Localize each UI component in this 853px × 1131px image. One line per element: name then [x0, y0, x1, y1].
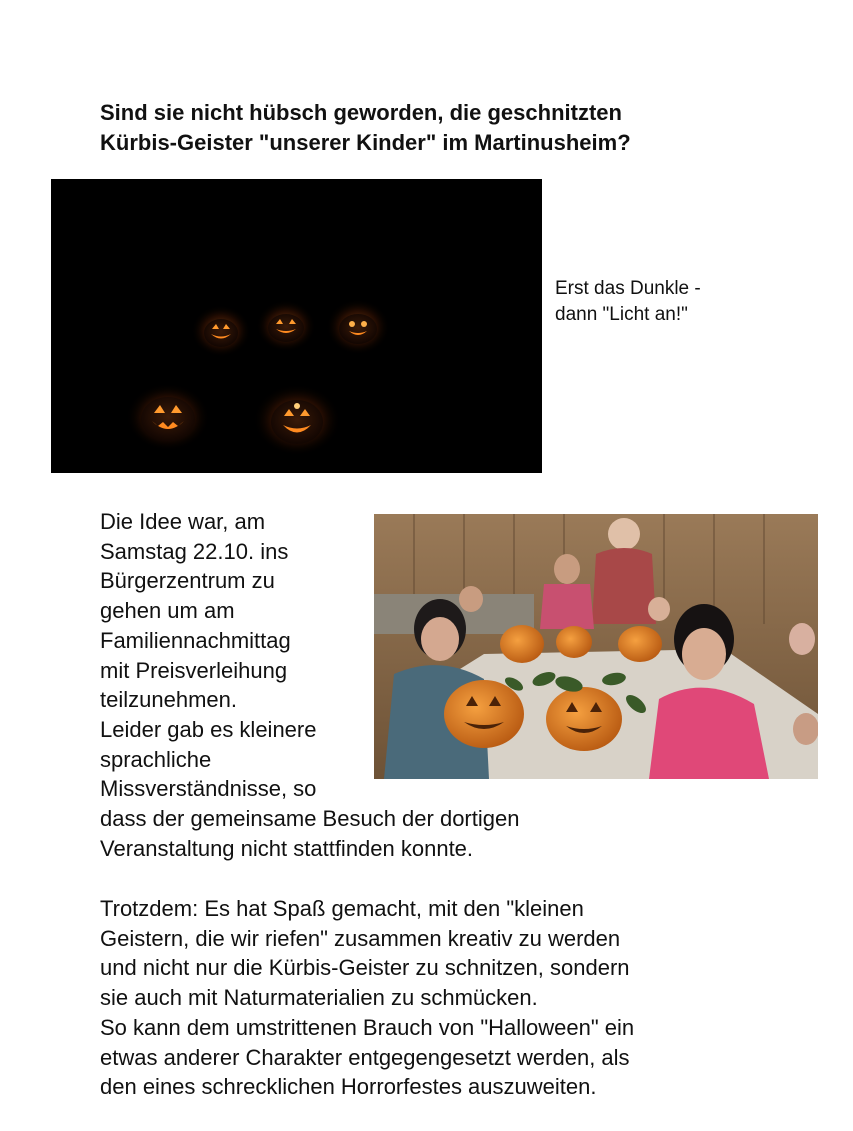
- text-line: den eines schrecklichen Horrorfestes auszuweiten.: [100, 1074, 597, 1100]
- paragraph-conclusion: [100, 894, 634, 1102]
- text-line: und nicht nur die Kürbis-Geister zu schnitzen, sondern: [100, 955, 630, 981]
- text-line: Samstag 22.10. ins: [100, 538, 289, 564]
- text-line: Veranstaltung nicht stattfinden konnte.: [100, 835, 474, 861]
- text-line: gehen um am: [100, 598, 235, 624]
- pumpkin-back-right: [326, 299, 390, 355]
- photo-caption: [555, 276, 701, 328]
- text-line: Bürgerzentrum zu: [100, 568, 275, 594]
- text-line: Missverständnisse, so: [100, 776, 317, 802]
- text-line: Familiennachmittag: [100, 627, 291, 653]
- text-line: sprachliche: [100, 746, 212, 772]
- text-line: teilzunehmen.: [100, 687, 237, 713]
- page-heading: [100, 98, 800, 158]
- text-line: mit Preisverleihung: [100, 657, 288, 683]
- heading-line-1: Sind sie nicht hübsch geworden, die geschnitzten: [100, 100, 622, 125]
- caption-line-2: dann "Licht an!": [555, 304, 688, 325]
- pumpkin-front-left: [126, 383, 210, 451]
- text-line: Trotzdem: Es hat Spaß gemacht, mit den "kleinen: [100, 896, 584, 921]
- paragraph-event-idea: [100, 507, 519, 863]
- pumpkin-back-middle: [256, 300, 316, 352]
- text-line: etwas anderer Charakter entgegengesetzt werden, als: [100, 1044, 630, 1070]
- pumpkin-back-left: [191, 305, 251, 357]
- pumpkin-front-right: [253, 384, 341, 456]
- text-line: dass der gemeinsame Besuch der dortigen: [100, 806, 520, 832]
- text-line: Leider gab es kleinere: [100, 716, 317, 742]
- text-line: Geistern, die wir riefen" zusammen kreativ zu werden: [100, 925, 621, 951]
- dark-pumpkins-photo: [51, 179, 542, 473]
- text-line: sie auch mit Naturmaterialien zu schmücken.: [100, 985, 538, 1011]
- heading-line-2: Kürbis-Geister "unserer Kinder" im Martinusheim?: [100, 130, 631, 155]
- caption-line-1: Erst das Dunkle -: [555, 278, 701, 299]
- text-line: So kann dem umstrittenen Brauch von "Halloween" ein: [100, 1014, 635, 1040]
- pumpkin-large-middle: [546, 687, 622, 751]
- text-line: Die Idee war, am: [100, 509, 266, 534]
